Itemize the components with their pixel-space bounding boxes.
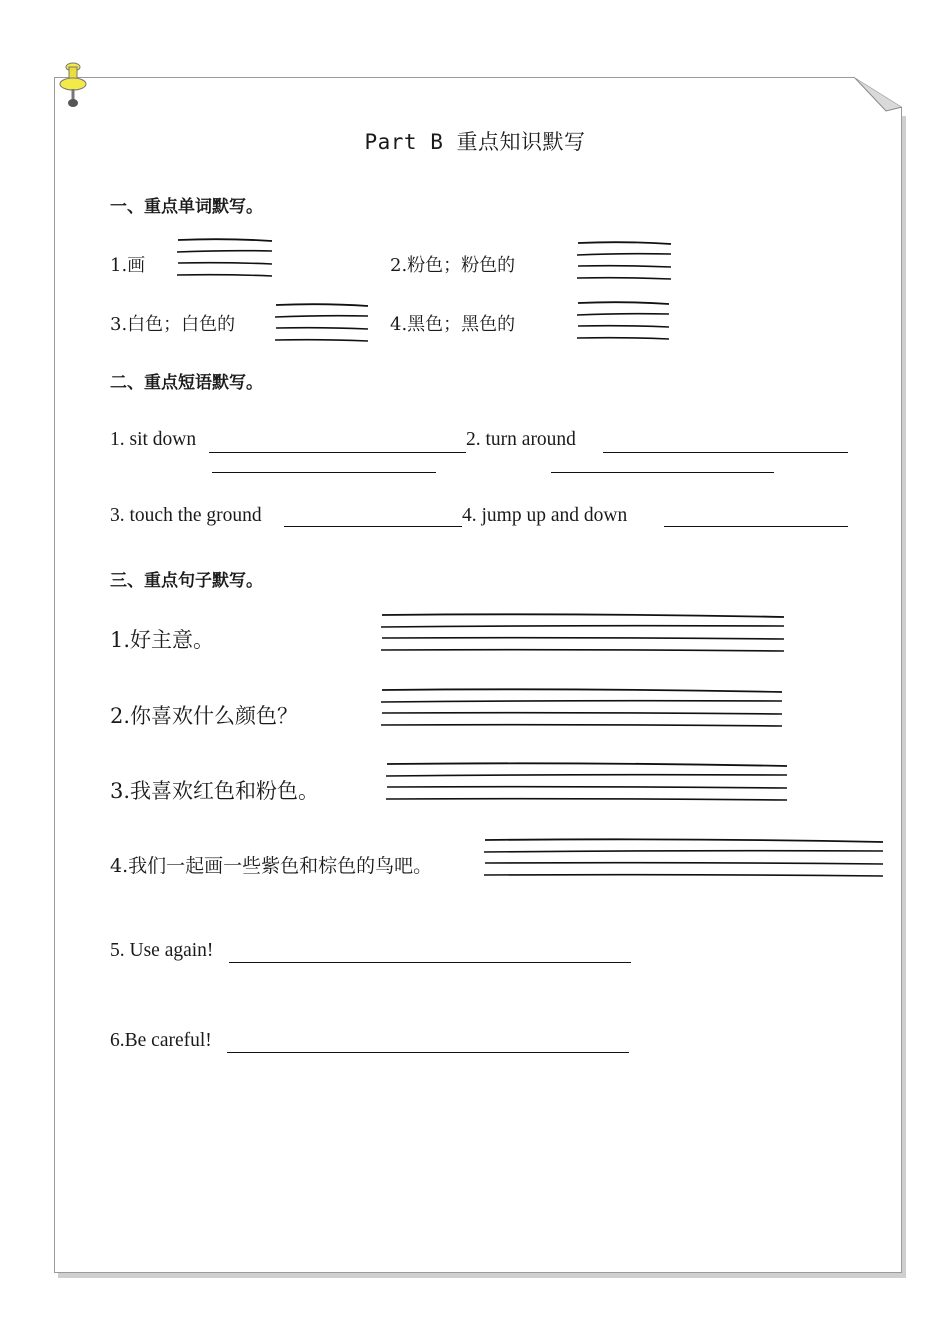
answer-line-sentence-6[interactable] [227, 1052, 629, 1053]
sentence-item-1: 1.好主意。 [110, 628, 215, 652]
sentence-item-4: 4.我们一起画一些紫色和棕色的鸟吧。 [110, 855, 433, 877]
answer-line-phrase-3[interactable] [284, 526, 462, 527]
word-item-3: 3.白色；白色的 [110, 314, 236, 335]
write-lines-word-2 [576, 239, 676, 283]
phrase-item-1: 1. sit down [110, 429, 197, 450]
page-title: Part B 重点知识默写 [364, 130, 586, 154]
answer-line-phrase-2[interactable] [603, 452, 848, 453]
write-lines-sentence-3 [385, 760, 795, 804]
section-heading-sentences: 三、重点句子默写。 [110, 571, 263, 591]
sentence-item-5: 5. Use again! [110, 940, 214, 961]
section-heading-words: 一、重点单词默写。 [110, 197, 263, 217]
sentence-item-6: 6.Be careful! [110, 1030, 212, 1051]
push-pin-icon [56, 60, 90, 110]
answer-line-phrase-1b[interactable] [212, 472, 436, 473]
answer-line-phrase-2b[interactable] [551, 472, 774, 473]
phrase-item-2: 2. turn around [466, 429, 576, 450]
write-lines-sentence-1 [380, 611, 790, 655]
answer-line-phrase-1[interactable] [209, 452, 466, 453]
write-lines-word-3 [274, 301, 374, 345]
phrase-item-3: 3. touch the ground [110, 505, 262, 526]
answer-line-sentence-5[interactable] [229, 962, 631, 963]
word-item-1: 1.画 [110, 255, 146, 276]
answer-line-phrase-4[interactable] [664, 526, 848, 527]
write-lines-word-4 [576, 299, 676, 343]
word-item-2: 2.粉色；粉色的 [390, 255, 516, 276]
sentence-item-2: 2.你喜欢什么颜色？ [110, 704, 299, 728]
sentence-item-3: 3.我喜欢红色和粉色。 [110, 779, 320, 803]
write-lines-sentence-4 [483, 836, 893, 880]
write-lines-word-1 [176, 236, 276, 280]
phrase-item-4: 4. jump up and down [462, 505, 628, 526]
page-curl-corner [850, 76, 906, 116]
word-item-4: 4.黑色；黑色的 [390, 314, 516, 335]
section-heading-phrases: 二、重点短语默写。 [110, 373, 263, 393]
write-lines-sentence-2 [380, 686, 790, 730]
